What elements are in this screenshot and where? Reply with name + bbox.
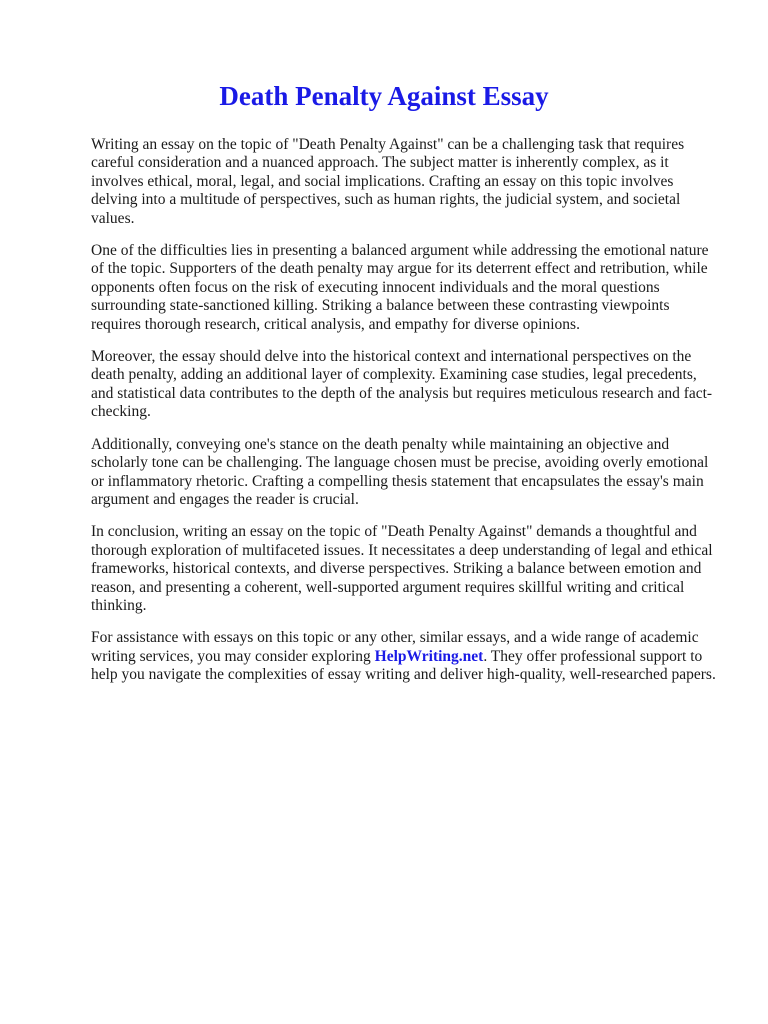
document-title: Death Penalty Against Essay <box>219 81 549 111</box>
paragraph-difficulties: One of the difficulties lies in presenting a balanced argument while addressing the emotional nature of the topic. Supporters of the death penalty may argue for its deterrent effect and retribution, while opponents often focus on the risk of executing innocent individuals and the moral questions surrounding state-sanctioned killing. Striking a balance between these contrasting viewpoints requires thorough research, critical analysis, and empathy for diverse opinions. <box>91 242 709 333</box>
paragraph-historical-context: Moreover, the essay should delve into the historical context and international perspectives on the death penalty, adding an additional layer of complexity. Examining case studies, legal precedents, and statistical data contributes to the depth of the analysis but requires meticulous research and fact-checking. <box>91 348 713 421</box>
paragraph-closing <box>91 629 720 684</box>
helpwriting-link[interactable]: HelpWriting.net <box>374 647 484 665</box>
paragraph-stance: Additionally, conveying one's stance on the death penalty while maintaining an objective and scholarly tone can be challenging. The language chosen must be precise, avoiding overly emotional or inflammatory rhetoric. Crafting a compelling thesis statement that encapsulates the essay's main argument and engages the reader is crucial. <box>91 435 709 508</box>
paragraph-conclusion: In conclusion, writing an essay on the topic of "Death Penalty Against" demands a thoughtful and thorough exploration of multifaceted issues. It necessitates a deep understanding of legal and ethical frameworks, historical contexts, and diverse perspectives. Striking a balance between emotion and reason, and presenting a coherent, well-supported argument requires skillful writing and critical thinking. <box>91 523 713 614</box>
paragraph-intro: Writing an essay on the topic of "Death Penalty Against" can be a challenging task that requires careful consideration and a nuanced approach. The subject matter is inherently complex, as it involves ethical, moral, legal, and social implications. Crafting an essay on this topic involves delving into a multitude of perspectives, such as human rights, the judicial system, and societal values. <box>91 136 685 227</box>
closing-text-before-link: For assistance with essays on this topic or any other, similar essays, and a wide range of academic writing services, you may consider exploring <box>91 629 699 665</box>
closing-text-after-link: . They offer professional support to help you navigate the complexities of essay writing and deliver high-quality, well-researched papers. <box>91 647 716 684</box>
